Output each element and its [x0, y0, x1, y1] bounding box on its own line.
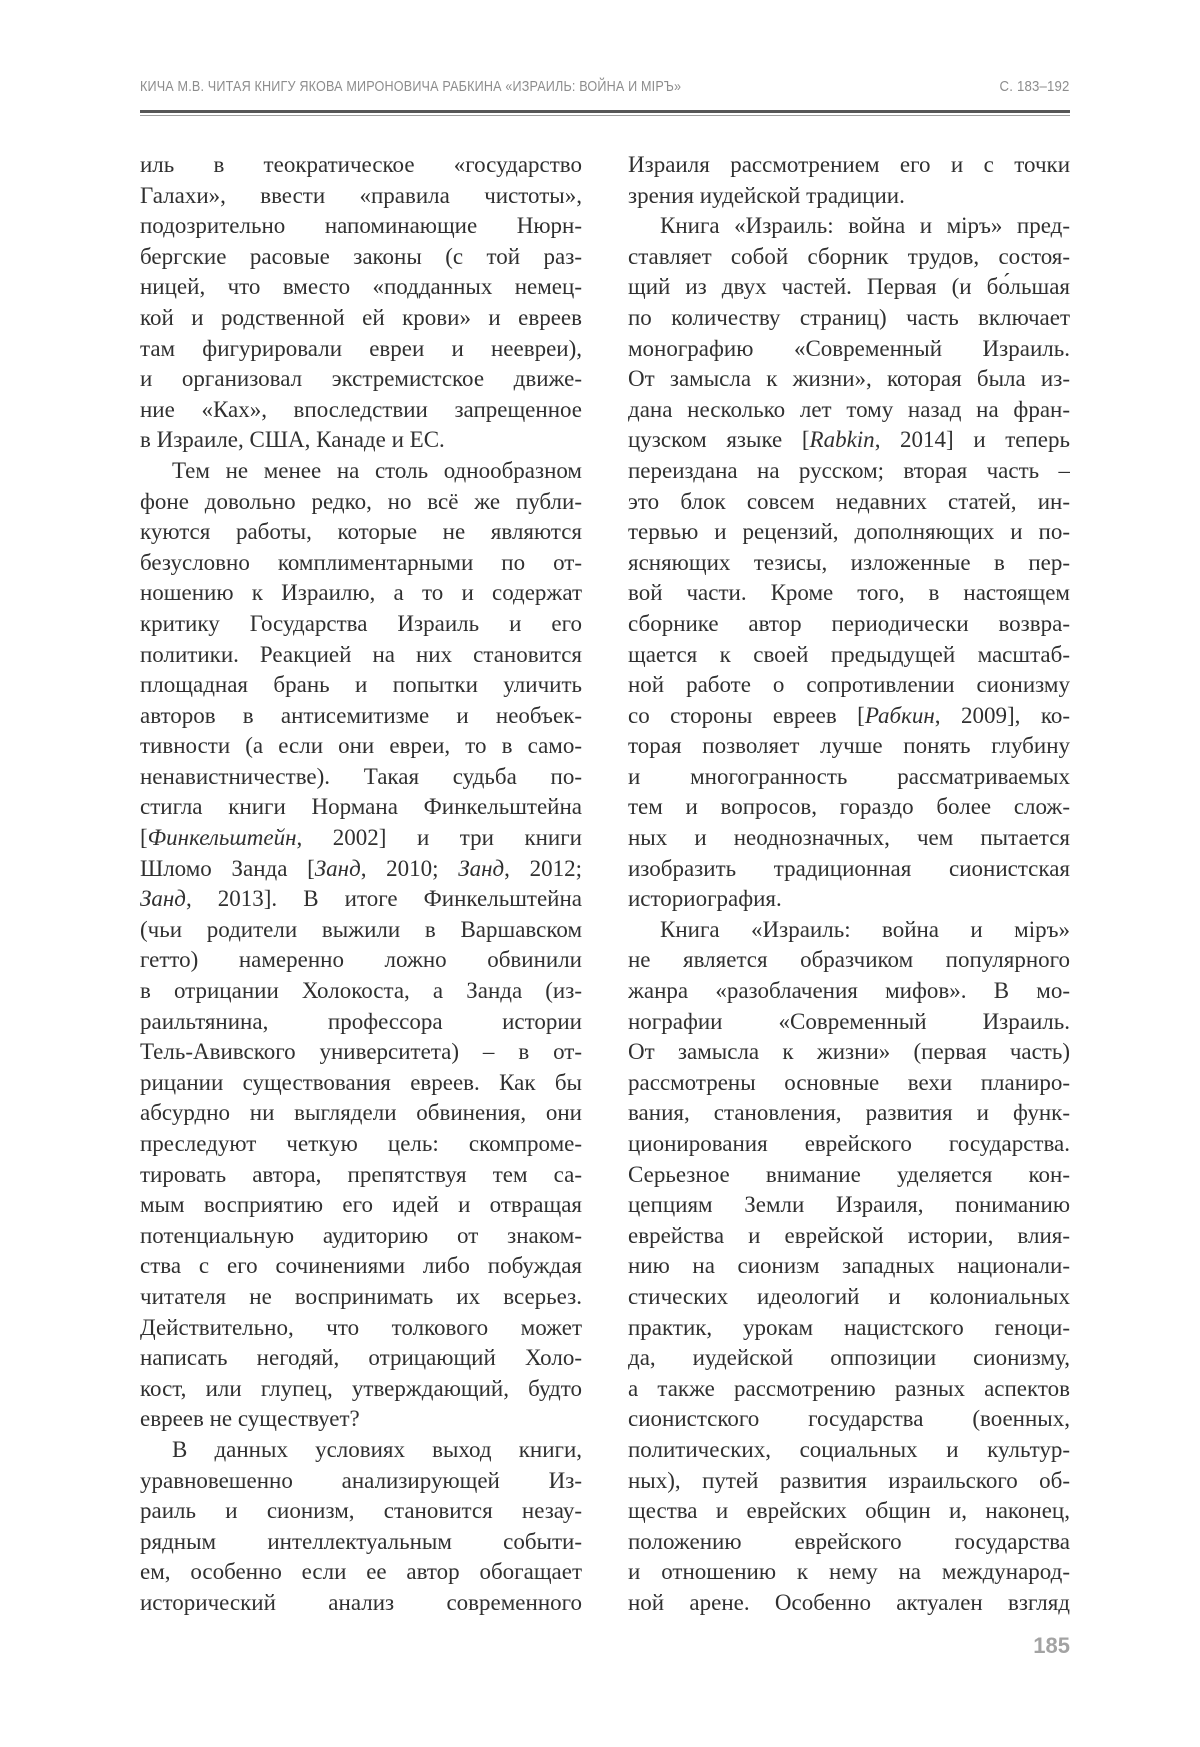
text-line: вания, становления, развития и функ- [628, 1100, 1070, 1126]
text-line: ных и неоднозначных, чем пытается [628, 825, 1070, 851]
text-line: евреев не существует? [140, 1406, 360, 1432]
text-line: цепциям Земли Израиля, пониманию [628, 1192, 1070, 1218]
text-line: торая позволяет лучше понять глубину [628, 733, 1070, 759]
text-line: со стороны евреев [Рабкин, 2009], ко- [628, 702, 1070, 728]
text-line: ние «Ках», впоследствии запрещенное [140, 396, 582, 422]
text-line: фоне довольно редко, но всё же публи- [140, 488, 582, 514]
text-line: мым восприятию его идей и отвращая [140, 1192, 582, 1218]
text-line: Израиля рассмотрением его и с точки [628, 152, 1070, 177]
text-line: ясняющих тезисы, изложенные в пер- [628, 549, 1070, 575]
text-line: Шломо Занда [Занд, 2010; Занд, 2012; [140, 855, 582, 881]
text-line: авторов в антисемитизме и необъек- [140, 702, 582, 728]
page-number: 185 [1033, 1633, 1070, 1658]
text-line: там фигурировали евреи и неевреи), [140, 335, 582, 361]
text-line: рассмотрены основные вехи планиро- [628, 1069, 1070, 1095]
text-line: вой части. Кроме того, в настоящем [628, 580, 1070, 606]
text-line: раильтянина, профессора истории [140, 1008, 582, 1034]
text-line: критику Государства Израиль и его [140, 610, 582, 636]
running-head-page-range: С. 183–192 [999, 78, 1070, 95]
text-line: Галахи», ввести «правила чистоты», [140, 182, 582, 208]
text-line: и многогранность рассматриваемых [628, 763, 1070, 789]
header-rule [140, 110, 1070, 116]
text-line: изобразить традиционная сионистская [628, 855, 1070, 881]
text-line: и отношению к нему на международ- [628, 1559, 1070, 1585]
text-line: зрения иудейской традиции. [628, 182, 905, 208]
text-line: рицании существования евреев. Как бы [140, 1069, 582, 1095]
text-line: ционирования еврейского государства. [628, 1131, 1070, 1156]
text-line: переиздана на русском; вторая часть – [628, 457, 1070, 483]
text-line: в отрицании Холокоста, а Занда (из- [140, 978, 582, 1004]
text-line: ницей, что вместо «подданных немец- [140, 274, 582, 300]
text-line: стигла книги Нормана Финкельштейна [140, 794, 582, 820]
text-line: нографии «Современный Израиль. [628, 1008, 1070, 1034]
text-line: читателя не воспринимать их всерьез. [140, 1283, 582, 1309]
text-line: тировать автора, препятствуя тем са- [140, 1161, 582, 1187]
text-line: положению еврейского государства [628, 1528, 1070, 1554]
text-line: сионистского государства (военных, [628, 1406, 1070, 1432]
text-line: Тель-Авивского университета) – в от- [140, 1039, 582, 1065]
text-line: гетто) намеренно ложно обвинили [140, 947, 582, 973]
text-line: кост, или глупец, утверждающий, будто [140, 1375, 582, 1401]
text-line: Действительно, что толкового может [140, 1314, 582, 1340]
text-line: а также рассмотрению разных аспектов [628, 1375, 1070, 1401]
running-head [140, 79, 1070, 99]
text-line: стических идеологий и колониальных [628, 1283, 1070, 1309]
right-column [628, 150, 1070, 1619]
text-line: жанра «разоблачения мифов». В мо- [628, 978, 1070, 1004]
text-line: ем, особенно если ее автор обогащает [140, 1559, 582, 1585]
text-line: исторический анализ современного [140, 1589, 582, 1615]
text-line: ставляет собой сборник трудов, состоя- [628, 243, 1070, 269]
text-line: От замысла к жизни», которая была из- [628, 366, 1070, 392]
text-line: по количеству страниц) часть включает [628, 304, 1070, 330]
text-line: практик, урокам нацистского геноци- [628, 1314, 1070, 1340]
text-line: политики. Реакцией на них становится [140, 641, 582, 667]
text-line: тивности (а если они евреи, то в само- [140, 733, 582, 759]
text-line: нию на сионизм западных национали- [628, 1253, 1070, 1279]
text-line: подозрительно напоминающие Нюрн- [140, 213, 582, 239]
text-line: и организовал экстремистское движе- [140, 366, 582, 392]
text-line: площадная брань и попытки уличить [140, 672, 582, 698]
text-line: щий из двух частей. Первая (и бо́льшая [628, 274, 1070, 300]
text-line: иль в теократическое «государство [140, 152, 582, 177]
text-line: политических, социальных и культур- [628, 1436, 1070, 1462]
text-line: тервью и рецензий, дополняющих и по- [628, 519, 1070, 545]
text-line: Книга «Израиль: война и міръ» [660, 916, 1070, 942]
text-line: кой и родственной ей крови» и евреев [140, 304, 582, 330]
text-line: Занд, 2013]. В итоге Финкельштейна [140, 886, 582, 912]
text-line: ненавистничестве). Такая судьба по- [140, 763, 582, 789]
text-line: историография. [628, 886, 782, 912]
left-column [140, 150, 582, 1619]
text-line: раиль и сионизм, становится незау- [140, 1498, 582, 1524]
text-line: это блок совсем недавних статей, ин- [628, 488, 1070, 514]
text-line: ной арене. Особенно актуален взгляд [628, 1589, 1070, 1615]
text-line: От замысла к жизни» (первая часть) [628, 1039, 1070, 1065]
text-line: в Израиле, США, Канаде и ЕС. [140, 427, 445, 453]
running-head-title: КИЧА М.В. ЧИТАЯ КНИГУ ЯКОВА МИРОНОВИЧА РАБКИНА «ИЗРАИЛЬ: ВОЙНА И МІРЪ» [140, 78, 682, 95]
text-line: уравновешенно анализирующей Из- [140, 1467, 582, 1493]
text-line: щества и еврейских общин и, наконец, [628, 1498, 1070, 1524]
text-line: цузском языке [Rabkin, 2014] и теперь [628, 427, 1070, 453]
text-line: куются работы, которые не являются [140, 519, 582, 545]
text-line: сборнике автор периодически возвра- [628, 610, 1070, 636]
text-line: да, иудейской оппозиции сионизму, [628, 1345, 1070, 1371]
text-line: безусловно комплиментарными по от- [140, 549, 582, 575]
text-line: бергские расовые законы (с той раз- [140, 243, 582, 269]
text-line: написать негодяй, отрицающий Холо- [140, 1345, 582, 1371]
text-line: ной работе о сопротивлении сионизму [628, 672, 1070, 698]
text-line: (чьи родители выжили в Варшавском [140, 916, 582, 942]
text-line: потенциальную аудиторию от знаком- [140, 1222, 582, 1248]
text-line: преследуют четкую цель: скомпроме- [140, 1131, 582, 1156]
text-columns [140, 150, 1070, 1619]
text-line: ства с его сочинениями либо побуждая [140, 1253, 582, 1279]
text-line: рядным интеллектуальным событи- [140, 1528, 582, 1554]
text-line: [Финкельштейн, 2002] и три книги [140, 825, 582, 851]
text-line: абсурдно ни выглядели обвинения, они [140, 1100, 582, 1126]
text-line: В данных условиях выход книги, [172, 1436, 582, 1462]
text-line: еврейства и еврейской истории, влия- [628, 1222, 1070, 1248]
text-line: не является образчиком популярного [628, 947, 1070, 973]
text-line: ных), путей развития израильского об- [628, 1467, 1070, 1493]
text-line: дана несколько лет тому назад на фран- [628, 396, 1070, 422]
text-line: Серьезное внимание уделяется кон- [628, 1161, 1070, 1187]
text-line: монографию «Современный Израиль. [628, 335, 1070, 361]
text-line: Книга «Израиль: война и міръ» пред- [660, 213, 1070, 239]
text-line: ношению к Израилю, а то и содержат [140, 580, 582, 606]
text-line: тем и вопросов, гораздо более слож- [628, 794, 1070, 820]
text-line: щается к своей предыдущей масштаб- [628, 641, 1070, 667]
text-line: Тем не менее на столь однообразном [172, 457, 582, 483]
